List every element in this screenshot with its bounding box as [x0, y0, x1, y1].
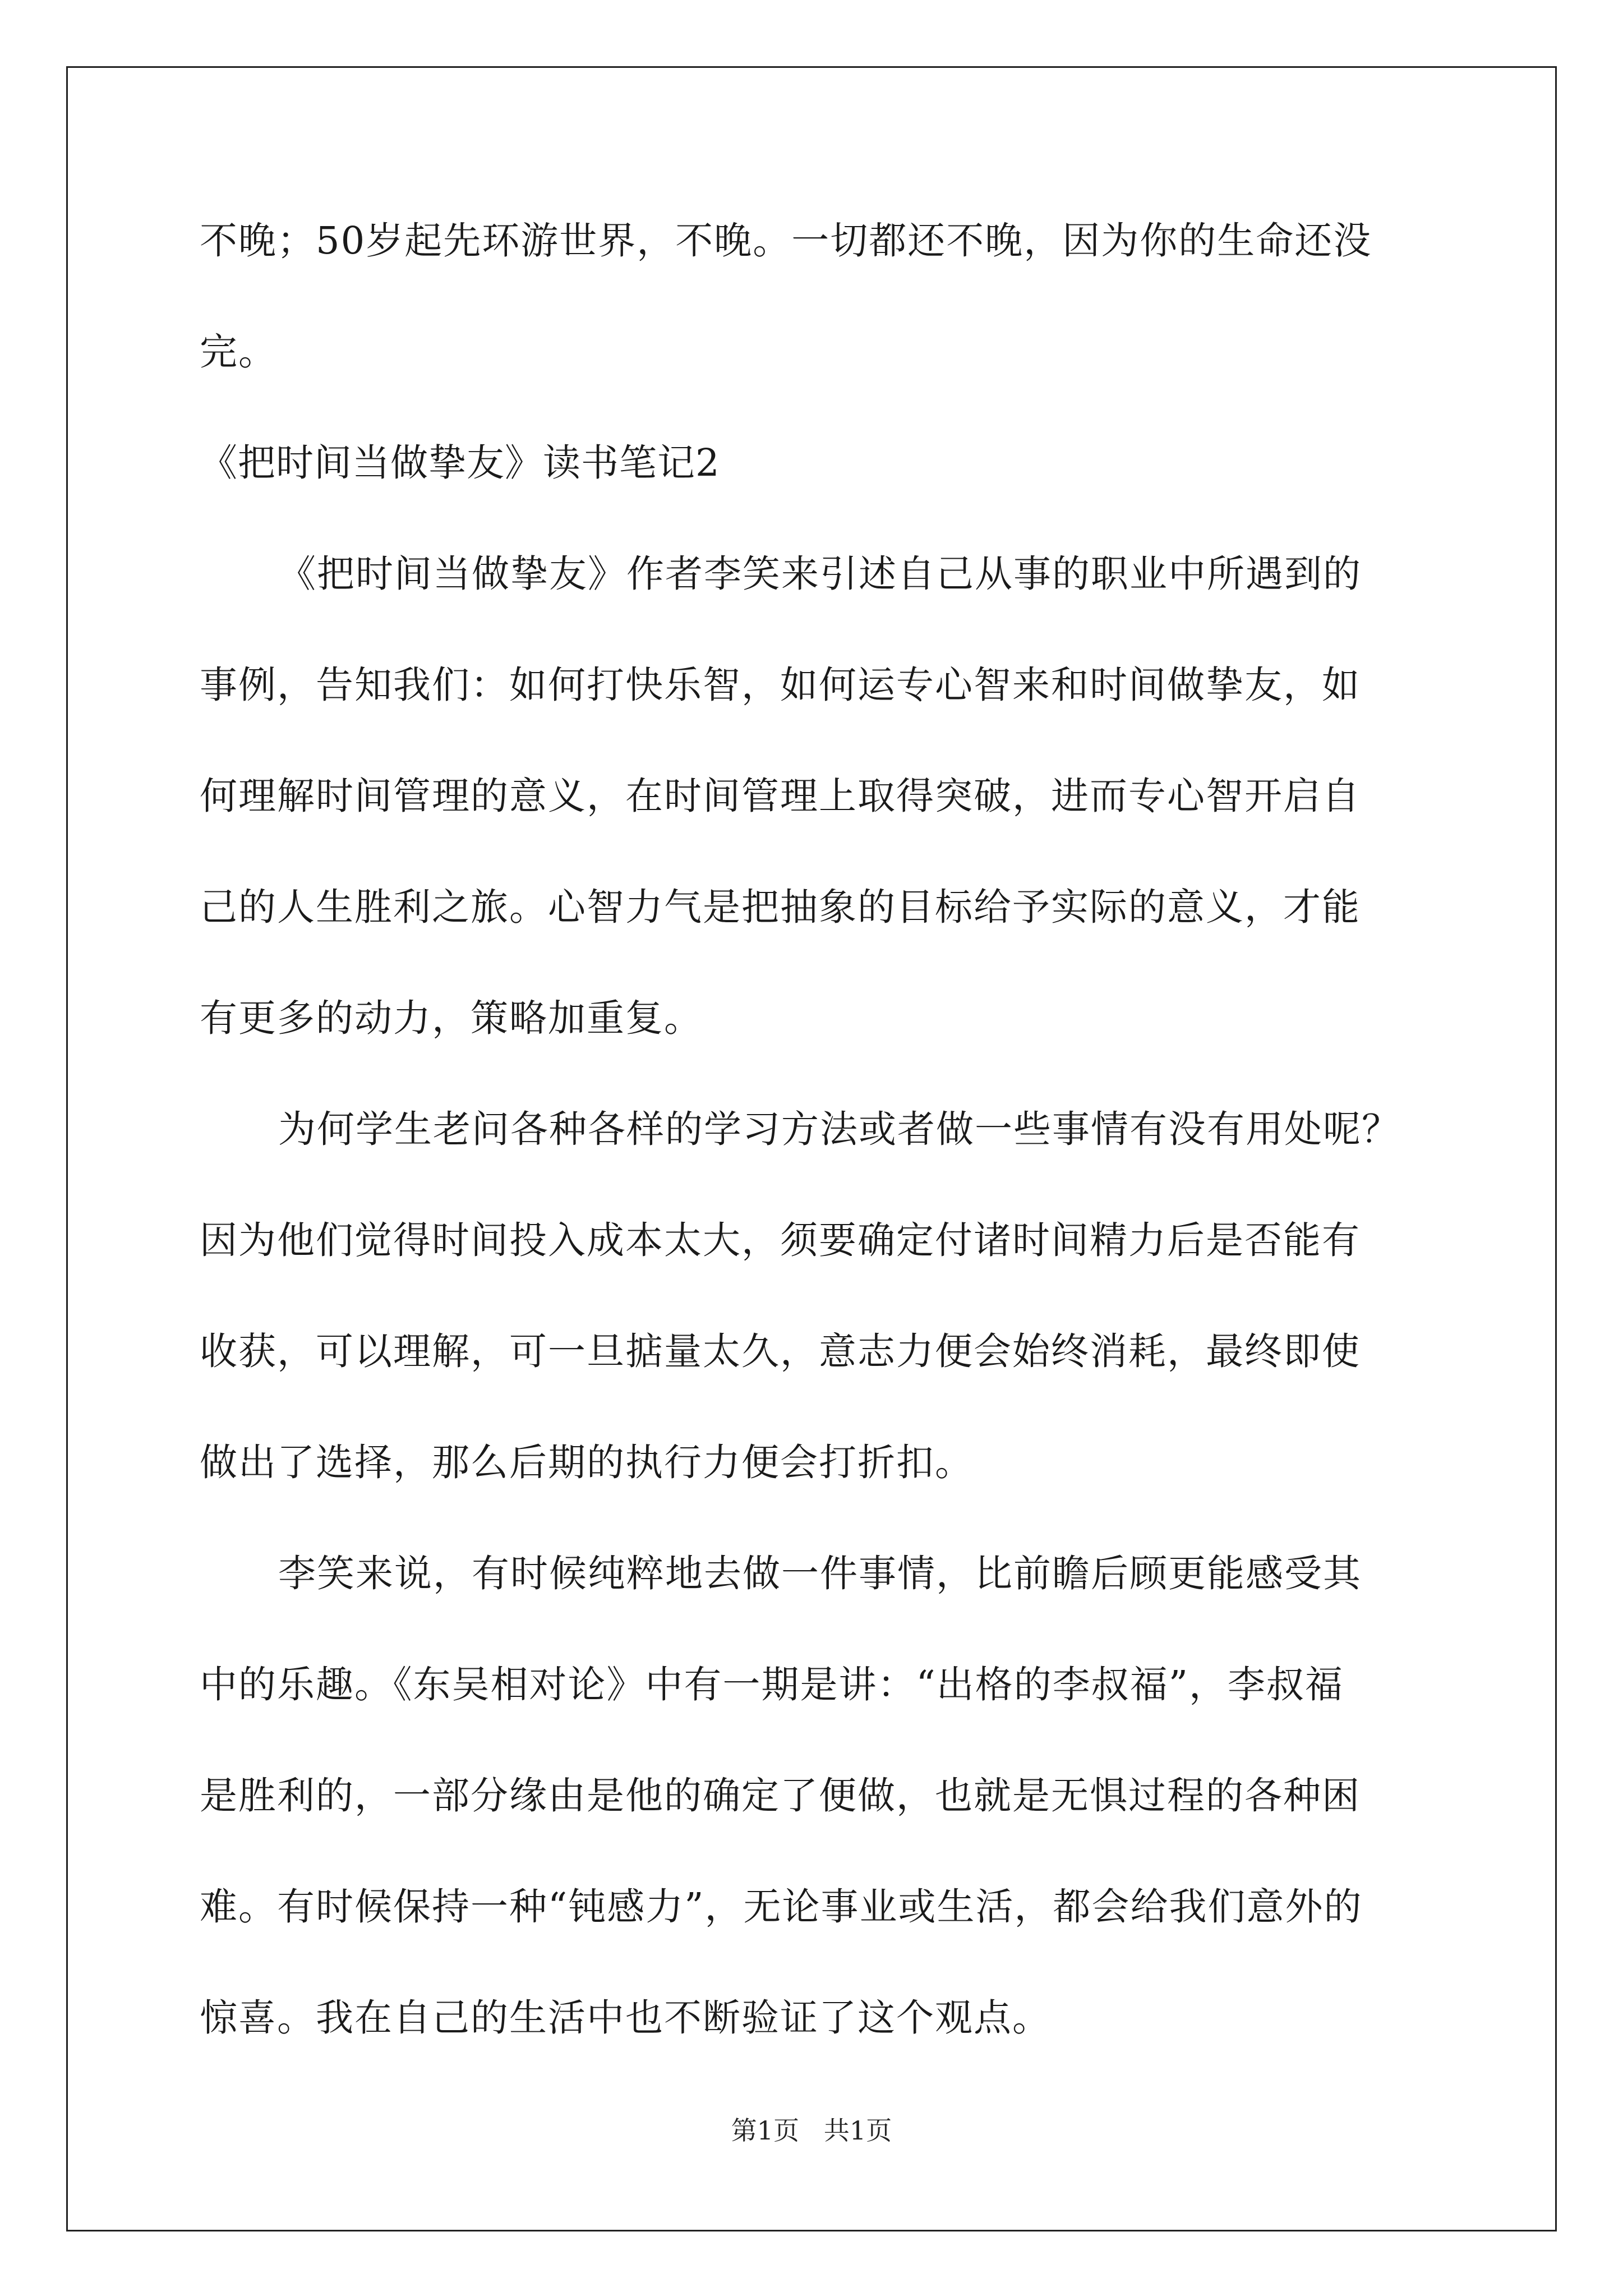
text-line: 收获，可以理解，可一旦掂量太久，意志力便会始终消耗，最终即使: [200, 1329, 1361, 1373]
page-footer: 第1页 共1页: [731, 2115, 892, 2146]
text-line: 不晚；50岁起先环游世界，不晚。一切都还不晚，因为你的生命还没: [200, 219, 1372, 263]
text-line: 难。有时候保持一种“钝感力”，无论事业或生活，都会给我们意外的: [200, 1885, 1363, 1929]
text-line: 中的乐趣。《东吴相对论》中有一期是讲：“出格的李叔福”，李叔福: [200, 1663, 1344, 1706]
text-line: 己的人生胜利之旅。心智力气是把抽象的目标给予实际的意义，才能: [200, 885, 1361, 929]
text-line: 有更多的动力，策略加重复。: [200, 996, 703, 1040]
text-line: 惊喜。我在自己的生活中也不断验证了这个观点。: [200, 1996, 1051, 2040]
document-body: [200, 217, 1433, 2105]
text-line: 因为他们觉得时间投入成本太大，须要确定付诸时间精力后是否能有: [200, 1218, 1361, 1262]
paragraph-first-line: 《把时间当做挚友》作者李笑来引述自己从事的职业中所遇到的: [278, 552, 1362, 596]
text-line: 是胜利的，一部分缘由是他的确定了便做，也就是无惧过程的各种困: [200, 1774, 1361, 1818]
text-line: 完。: [200, 330, 277, 374]
text-line: 事例，告知我们：如何打快乐智，如何运专心智来和时间做挚友，如: [200, 663, 1361, 707]
text-line: 何理解时间管理的意义，在时间管理上取得突破，进而专心智开启自: [200, 774, 1361, 818]
text-line: 做出了选择，那么后期的执行力便会打折扣。: [200, 1441, 974, 1484]
paragraph-first-line: 李笑来说，有时候纯粹地去做一件事情，比前瞻后顾更能感受其: [278, 1552, 1362, 1595]
section-heading: 《把时间当做挚友》读书笔记2: [200, 441, 720, 485]
paragraph-first-line: 为何学生老问各种各样的学习方法或者做一些事情有没有用处呢？: [278, 1107, 1400, 1151]
